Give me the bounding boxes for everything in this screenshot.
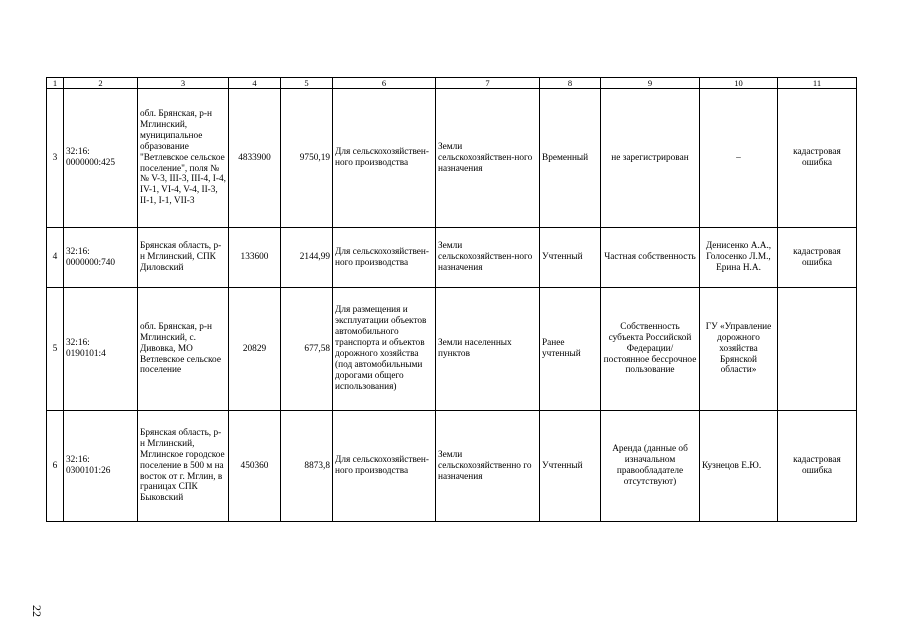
area: 450360 bbox=[229, 411, 281, 522]
right-holder: Денисенко А.А., Голосенко Л.М., Ерина Н.А. bbox=[700, 228, 778, 288]
area: 20829 bbox=[229, 288, 281, 411]
cadastral-value: 677,58 bbox=[281, 288, 333, 411]
column-header: 1 bbox=[47, 78, 64, 89]
column-header: 2 bbox=[64, 78, 138, 89]
right-holder: ГУ «Управление дорожного хозяйства Брянской области» bbox=[700, 288, 778, 411]
address: обл. Брянская, р-н Мглинский, муниципальное образование "Ветлевское сельское поселение", поля №№ V-3, III-3, III-4, I-4, IV-1, VI-4, V-4, II-3, II-1, I-1, VII-3 bbox=[138, 89, 229, 228]
column-header: 7 bbox=[436, 78, 540, 89]
address: обл. Брянская, р-н Мглинский, с. Дивовка, МО Ветлевское сельское поселение bbox=[138, 288, 229, 411]
cadastral-number: 32:16: 0000000:740 bbox=[64, 228, 138, 288]
table-row bbox=[47, 89, 857, 228]
table-row bbox=[47, 288, 857, 411]
land-category: Земли сельскохозяйствен-ного назначения bbox=[436, 228, 540, 288]
record-status: Временный bbox=[540, 89, 601, 228]
cadastral-value: 2144,99 bbox=[281, 228, 333, 288]
column-header: 6 bbox=[333, 78, 436, 89]
right-holder: Кузнецов Е.Ю. bbox=[700, 411, 778, 522]
table-row bbox=[47, 228, 857, 288]
ownership-type: Собственность субъекта Российской Федерации/ постоянное бессрочное пользование bbox=[601, 288, 700, 411]
address: Брянская область, р-н Мглинский, Мглинское городское поселение в 500 м на восток от г. Мглин, в границах СПК Быковский bbox=[138, 411, 229, 522]
column-header: 11 bbox=[778, 78, 857, 89]
record-status: Учтенный bbox=[540, 228, 601, 288]
column-header: 8 bbox=[540, 78, 601, 89]
column-header: 5 bbox=[281, 78, 333, 89]
row-number: 4 bbox=[47, 228, 64, 288]
column-header: 10 bbox=[700, 78, 778, 89]
land-category: Земли сельскохозяйствен-ного назначения bbox=[436, 89, 540, 228]
table-row bbox=[47, 411, 857, 522]
land-category: Земли сельскохозяйственно го назначения bbox=[436, 411, 540, 522]
row-number: 6 bbox=[47, 411, 64, 522]
ownership-type: не зарегистрирован bbox=[601, 89, 700, 228]
permitted-use: Для размещения и эксплуатации объектов автомобильного транспорта и объектов дорожного хозяйства (под автомобильными дорогами общего использования) bbox=[333, 288, 436, 411]
note bbox=[778, 288, 857, 411]
cadastral-number: 32:16: 0000000:425 bbox=[64, 89, 138, 228]
land-parcels-table bbox=[46, 77, 857, 522]
column-header: 9 bbox=[601, 78, 700, 89]
note: кадастровая ошибка bbox=[778, 228, 857, 288]
right-holder: – bbox=[700, 89, 778, 228]
area: 133600 bbox=[229, 228, 281, 288]
record-status: Учтенный bbox=[540, 411, 601, 522]
column-header: 4 bbox=[229, 78, 281, 89]
cadastral-value: 8873,8 bbox=[281, 411, 333, 522]
address: Брянская область, р-н Мглинский, СПК Диловский bbox=[138, 228, 229, 288]
page-number: 22 bbox=[30, 605, 44, 617]
area: 4833900 bbox=[229, 89, 281, 228]
cadastral-number: 32:16: 0190101:4 bbox=[64, 288, 138, 411]
permitted-use: Для сельскохозяйствен-ного производства bbox=[333, 228, 436, 288]
cadastral-value: 9750,19 bbox=[281, 89, 333, 228]
note: кадастровая ошибка bbox=[778, 411, 857, 522]
note: кадастровая ошибка bbox=[778, 89, 857, 228]
ownership-type: Аренда (данные об изначальном правообладателе отсутствуют) bbox=[601, 411, 700, 522]
row-number: 3 bbox=[47, 89, 64, 228]
row-number: 5 bbox=[47, 288, 64, 411]
cadastral-number: 32:16: 0300101:26 bbox=[64, 411, 138, 522]
land-category: Земли населенных пунктов bbox=[436, 288, 540, 411]
column-header: 3 bbox=[138, 78, 229, 89]
permitted-use: Для сельскохозяйствен-ного производства bbox=[333, 411, 436, 522]
ownership-type: Частная собственность bbox=[601, 228, 700, 288]
record-status: Ранее учтенный bbox=[540, 288, 601, 411]
column-number-header-row bbox=[47, 78, 857, 89]
permitted-use: Для сельскохозяйствен-ного производства bbox=[333, 89, 436, 228]
